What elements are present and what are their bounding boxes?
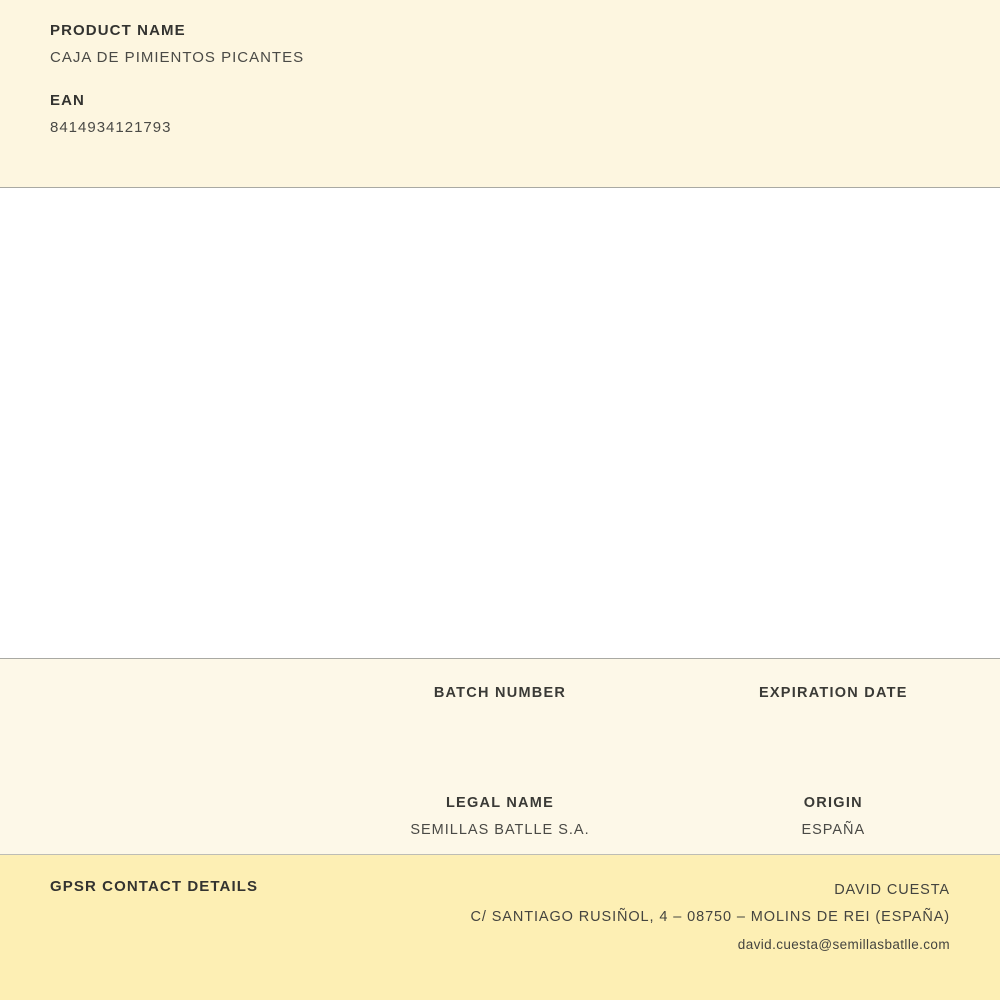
batch-expiration-row xyxy=(0,685,1000,729)
gpsr-contact-info xyxy=(470,877,950,958)
product-image-area xyxy=(0,188,1000,659)
origin-field xyxy=(667,795,1000,839)
legal-name-label: LEGAL NAME xyxy=(445,795,555,811)
product-details-block xyxy=(0,659,1000,855)
gpsr-contact-email[interactable]: david.cuesta@semillasbatlle.com xyxy=(737,937,950,952)
gpsr-contact-details-label: GPSR CONTACT DETAILS xyxy=(50,878,259,895)
ean-field xyxy=(50,92,950,136)
batch-number-label: BATCH NUMBER xyxy=(433,685,567,701)
expiration-date-value xyxy=(667,712,1000,729)
ean-label: EAN xyxy=(50,92,85,109)
legal-origin-row xyxy=(0,795,1000,839)
details-spacer-cell-2 xyxy=(0,795,333,839)
ean-value: 8414934121793 xyxy=(50,119,172,136)
legal-name-field xyxy=(333,795,666,839)
expiration-date-field xyxy=(667,685,1000,729)
batch-number-value xyxy=(333,712,666,729)
legal-name-value: SEMILLAS BATLLE S.A. xyxy=(410,822,590,838)
gpsr-contact-address: C/ SANTIAGO RUSIÑOL, 4 – 08750 – MOLINS DE REI (ESPAÑA) xyxy=(470,909,950,925)
product-name-field xyxy=(50,22,950,66)
expiration-date-label: EXPIRATION DATE xyxy=(758,685,908,701)
product-name-value: CAJA DE PIMIENTOS PICANTES xyxy=(50,49,305,66)
details-spacer-cell xyxy=(0,685,333,729)
gpsr-footer-block xyxy=(0,855,1000,1000)
product-header-block xyxy=(0,0,1000,188)
origin-value: ESPAÑA xyxy=(801,822,866,838)
origin-label: ORIGIN xyxy=(803,795,863,811)
batch-number-field xyxy=(333,685,666,729)
gpsr-contact-name: DAVID CUESTA xyxy=(834,882,950,898)
product-name-label: PRODUCT NAME xyxy=(50,22,186,39)
